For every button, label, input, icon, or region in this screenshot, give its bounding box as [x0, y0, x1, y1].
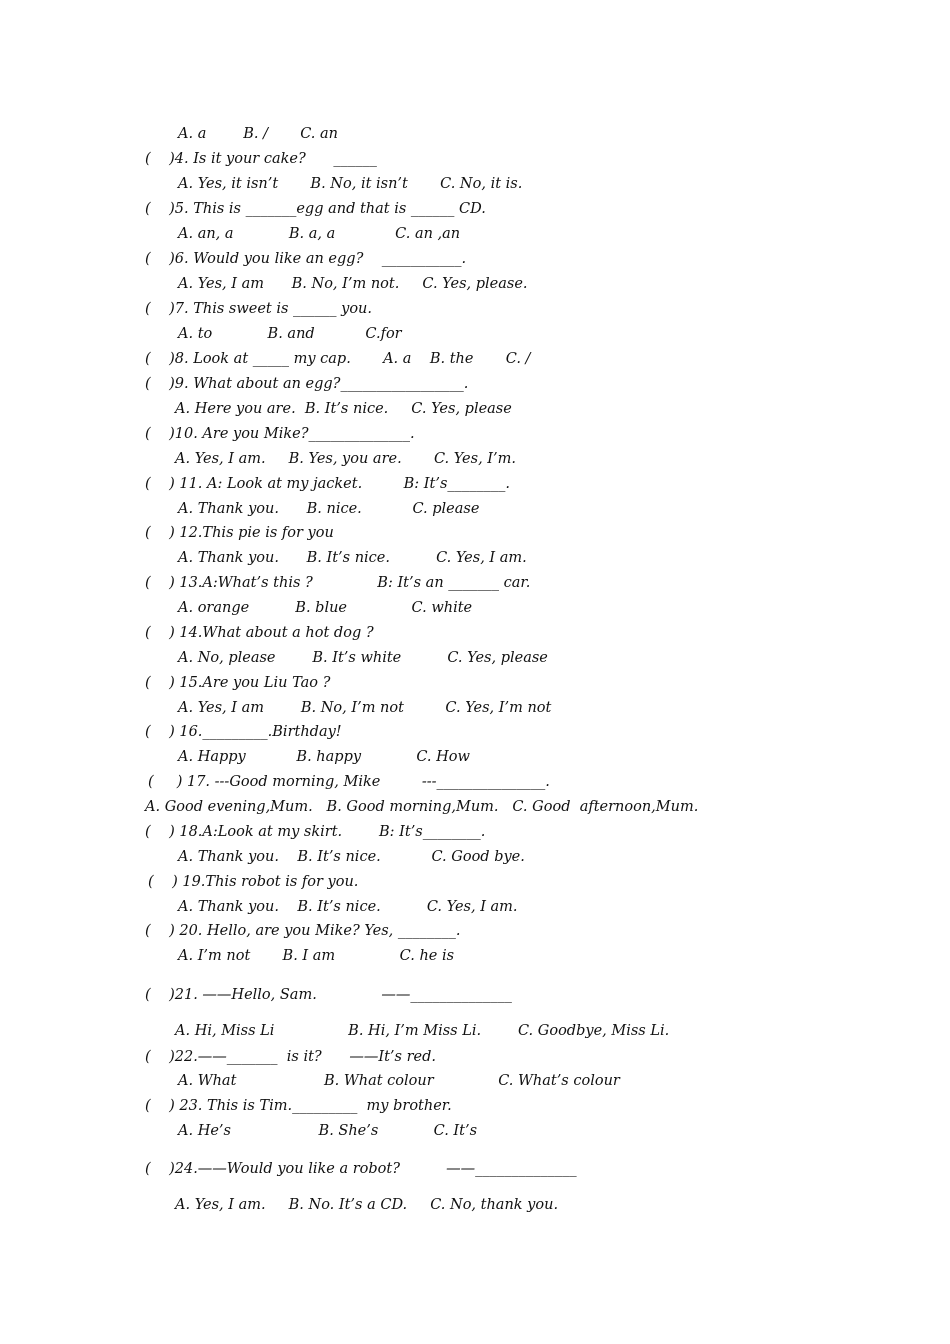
question-23: ( ) 23. This is Tim._________ my brother. [145, 1098, 452, 1114]
question-8: ( )8. Look at _____ my cap. A. a B. the C. / [145, 351, 531, 367]
options-q3: A. a B. / C. an [178, 126, 339, 142]
question-12: ( ) 12.This pie is for you [145, 525, 334, 541]
options-q16: A. Happy B. happy C. How [178, 749, 470, 765]
question-15: ( ) 15.Are you Liu Tao ? [145, 675, 331, 691]
options-q15: A. Yes, I am B. No, I’m not C. Yes, I’m not [178, 700, 552, 716]
options-q14: A. No, please B. It’s white C. Yes, please [178, 650, 548, 666]
question-16: ( ) 16._________.Birthday! [145, 724, 342, 740]
options-q20: A. I’m not B. I am C. he is [178, 948, 455, 964]
options-q7: A. to B. and C.for [178, 326, 402, 342]
question-14: ( ) 14.What about a hot dog ? [145, 625, 374, 641]
options-q9: A. Here you are. B. It’s nice. C. Yes, please [175, 401, 512, 417]
question-4: ( )4. Is it your cake? ______ [145, 151, 377, 167]
options-q11: A. Thank you. B. nice. C. please [178, 501, 480, 517]
options-q22: A. What B. What colour C. What’s colour [178, 1073, 620, 1089]
question-21: ( )21. ——Hello, Sam. ——______________ [145, 987, 512, 1003]
question-22: ( )22.——_______ is it? ——It’s red. [145, 1049, 436, 1065]
question-20: ( ) 20. Hello, are you Mike? Yes, ________. [145, 923, 461, 939]
question-7: ( )7. This sweet is ______ you. [145, 301, 373, 317]
question-10: ( )10. Are you Mike?______________. [145, 426, 415, 442]
options-q5: A. an, a B. a, a C. an ,an [178, 226, 461, 242]
options-q13: A. orange B. blue C. white [178, 600, 473, 616]
question-18: ( ) 18.A:Look at my skirt. B: It’s________. [145, 824, 486, 840]
options-q18: A. Thank you. B. It’s nice. C. Good bye. [178, 849, 525, 865]
question-5: ( )5. This is _______egg and that is ______ CD. [145, 201, 486, 217]
options-q23: A. He’s B. She’s C. It’s [178, 1123, 478, 1139]
options-q12: A. Thank you. B. It’s nice. C. Yes, I am. [178, 550, 527, 566]
options-q21: A. Hi, Miss Li B. Hi, I’m Miss Li. C. Goodbye, Miss Li. [175, 1023, 670, 1039]
question-19: ( ) 19.This robot is for you. [148, 874, 359, 890]
options-q17: A. Good evening,Mum. B. Good morning,Mum. C. Good afternoon,Mum. [145, 799, 699, 815]
options-q24: A. Yes, I am. B. No. It’s a CD. C. No, thank you. [175, 1197, 559, 1213]
question-17: ( ) 17. ---Good morning, Mike ---_______________. [148, 774, 550, 790]
question-24: ( )24.——Would you like a robot? ——______________ [145, 1161, 577, 1177]
question-11: ( ) 11. A: Look at my jacket. B: It’s________. [145, 476, 511, 492]
question-9: ( )9. What about an egg?_________________. [145, 376, 469, 392]
options-q6: A. Yes, I am B. No, I’m not. C. Yes, please. [178, 276, 528, 292]
options-q4: A. Yes, it isn’t B. No, it isn’t C. No, it is. [178, 176, 523, 192]
options-q19: A. Thank you. B. It’s nice. C. Yes, I am. [178, 899, 518, 915]
question-13: ( ) 13.A:What’s this ? B: It’s an _______ car. [145, 575, 531, 591]
question-6: ( )6. Would you like an egg? ___________. [145, 251, 467, 267]
options-q10: A. Yes, I am. B. Yes, you are. C. Yes, I’m. [175, 451, 516, 467]
